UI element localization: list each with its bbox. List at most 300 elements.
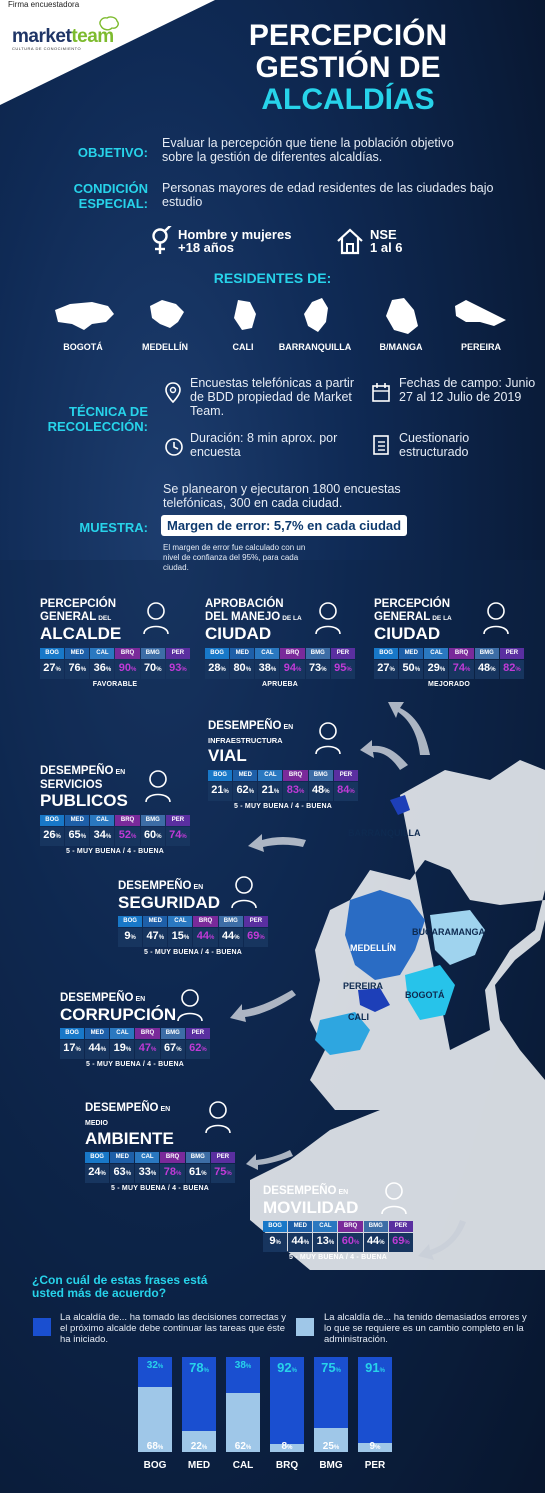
value-number: 82: [503, 662, 516, 674]
value-number: 48: [477, 662, 491, 674]
value-percent: %: [328, 1240, 335, 1246]
table-value: [110, 1040, 134, 1059]
value-number: 44: [196, 930, 210, 942]
value-number: 38: [258, 662, 271, 674]
margin-note: El margen de error fue calculado con un nivel de confianza del 95%, para cada ciudad.: [163, 543, 306, 572]
block-note: 5 - MUY BUENA / 4 - BUENA: [66, 848, 164, 855]
block-title-big: VIAL: [208, 746, 247, 765]
margin-badge: Margen de error: 5,7% en cada ciudad: [161, 515, 407, 536]
value-number: 19: [113, 1042, 126, 1054]
brain-icon: [98, 16, 120, 32]
block-note: MEJORADO: [427, 681, 471, 688]
block-title-small: EN: [193, 884, 204, 891]
value-number: 52: [118, 829, 132, 841]
table-value: [500, 660, 524, 679]
table-value: [309, 782, 333, 801]
value-number: 48: [311, 784, 325, 796]
table-value: [219, 928, 243, 947]
block-title: [40, 598, 121, 642]
route-icon: [376, 1178, 412, 1216]
block-title-line1: [40, 765, 128, 779]
block-table: [208, 770, 358, 801]
table-header-brq: BRQ: [135, 1028, 159, 1039]
table-header-brq: BRQ: [280, 648, 304, 659]
table-value: [205, 660, 229, 679]
value-number: 28: [208, 662, 221, 674]
table-header-cal: CAL: [90, 815, 114, 826]
technique-label-line2: RECOLECCIÓN:: [47, 419, 148, 434]
bar-value-a: 92: [277, 1360, 292, 1375]
block-title-small: DE LA: [282, 615, 302, 622]
block-title-line1: [205, 598, 302, 611]
table-value: [60, 1040, 84, 1059]
table-value: [193, 928, 217, 947]
value-percent: %: [105, 834, 112, 840]
table-value: [334, 782, 358, 801]
leaf-hands-icon: [200, 1097, 236, 1135]
bar-percent-b: %: [201, 1445, 208, 1451]
value-percent: %: [80, 667, 87, 673]
value-percent: %: [270, 667, 277, 673]
block-corrupcion: [60, 992, 207, 1068]
block-table: [85, 1152, 235, 1183]
table-value: [211, 1164, 235, 1183]
table-header-bog: BOG: [40, 815, 64, 826]
table-value: [186, 1164, 210, 1183]
bar-segment-a: [226, 1357, 260, 1393]
block-title-sub: INFRAESTRUCTURA: [208, 736, 283, 745]
table-header-bmg: BMG: [364, 1221, 388, 1232]
table-header-bmg: BMG: [306, 648, 330, 659]
block-table: [118, 916, 268, 947]
block-title-line2: [40, 611, 121, 625]
value-number: 95: [334, 662, 347, 674]
table-header-brq: BRQ: [193, 916, 217, 927]
value-number: 61: [188, 1166, 202, 1178]
calendar-icon: [371, 382, 391, 404]
value-percent: %: [201, 1171, 207, 1177]
table-value: [141, 660, 165, 679]
bar-value-a: 38: [234, 1360, 246, 1371]
city-medellin: MEDELLÍN: [142, 342, 188, 352]
block-title-big: PUBLICOS: [40, 791, 128, 810]
block-note: 5 - MUY BUENA / 4 - BUENA: [144, 949, 242, 956]
value-number: 75: [214, 1166, 227, 1178]
bar-segment-b: [358, 1443, 392, 1452]
value-number: 44: [88, 1042, 101, 1054]
block-title-line1: [40, 598, 121, 611]
value-percent: %: [226, 1171, 232, 1177]
value-percent: %: [80, 834, 87, 840]
block-title-sub: GENERAL: [40, 611, 97, 623]
bar-category-label: BRQ: [275, 1460, 299, 1471]
table-value: [338, 1233, 362, 1252]
value-number: 65: [68, 829, 81, 841]
value-percent: %: [209, 935, 215, 941]
value-number: 27: [43, 662, 56, 674]
table-header-med: MED: [65, 815, 89, 826]
bar-value-b: 68: [146, 1441, 158, 1452]
table-header-bog: BOG: [85, 1152, 109, 1163]
bar-percent-a: %: [291, 1368, 297, 1374]
value-percent: %: [131, 667, 137, 673]
block-note: 5 - MUY BUENA / 4 - BUENA: [86, 1061, 184, 1068]
block-title: [208, 720, 293, 764]
table-header-per: PER: [331, 648, 355, 659]
bar-segment-a: [182, 1357, 216, 1431]
table-value: [389, 1233, 413, 1252]
bar-value-b: 8: [281, 1441, 288, 1452]
table-value: [244, 928, 268, 947]
block-title-line1: [263, 1185, 358, 1199]
block-title-line2: [374, 611, 452, 625]
value-percent: %: [324, 789, 330, 795]
value-percent: %: [346, 667, 352, 673]
table-header-med: MED: [65, 648, 89, 659]
bar-category-label: BMG: [319, 1460, 343, 1471]
bar-value-b: 25: [322, 1441, 334, 1452]
bar-value-b-wrap: [147, 1441, 163, 1452]
block-vial: [208, 720, 355, 810]
siren-icon: [226, 872, 262, 910]
block-title-big: AMBIENTE: [85, 1129, 174, 1148]
table-value: [258, 782, 282, 801]
bar-value-a: 91: [365, 1360, 380, 1375]
table-value: [65, 660, 89, 679]
value-percent: %: [404, 1240, 410, 1246]
block-title-line2: [85, 1116, 174, 1130]
value-number: 73: [308, 662, 322, 674]
firm-label: Firma encuestadora: [8, 0, 80, 9]
table-header-bog: BOG: [60, 1028, 84, 1039]
table-value: [115, 827, 139, 846]
value-number: 83: [286, 784, 300, 796]
bar-value-a: 32: [146, 1360, 158, 1371]
sample-label: MUESTRA:: [79, 520, 148, 535]
gender-icon: [150, 226, 174, 256]
barranquilla-shape: [304, 298, 328, 332]
gender-line1: Hombre y mujeres: [178, 227, 292, 242]
table-value: [186, 1040, 210, 1059]
technique-item-3: Duración: 8 min aprox. por encuesta: [190, 431, 338, 459]
map-label-medellin: MEDELLÍN: [350, 943, 396, 953]
bar-segment-b: [270, 1441, 304, 1452]
block-table: [40, 815, 190, 846]
table-header-per: PER: [334, 770, 358, 781]
value-percent: %: [105, 667, 112, 673]
table-value: [280, 660, 304, 679]
block-note: APRUEBA: [261, 681, 298, 688]
bar-percent-a: %: [157, 1364, 164, 1370]
value-percent: %: [125, 1047, 132, 1053]
block-title-main: DESEMPEÑO: [60, 992, 134, 1004]
table-header-brq: BRQ: [160, 1152, 184, 1163]
bar-category-label: BOG: [143, 1460, 167, 1471]
bar-percent-b: %: [375, 1445, 381, 1451]
table-value: [65, 827, 89, 846]
block-title-small: EN: [135, 996, 146, 1003]
bar-value-a: 75: [321, 1360, 336, 1375]
table-header-cal: CAL: [255, 648, 279, 659]
buildings-icon: [478, 598, 514, 636]
legend-text-b: La alcaldía de... ha tenido demasiados errores y lo que se requiere es un cambio completo en la administración.: [324, 1312, 527, 1345]
value-percent: %: [379, 1240, 385, 1246]
logo-subtitle: CULTURA DE CONOCIMIENTO: [12, 46, 82, 51]
value-percent: %: [414, 667, 421, 673]
block-note: 5 - MUY BUENA / 4 - BUENA: [234, 803, 332, 810]
value-percent: %: [125, 1171, 132, 1177]
bar-column: [138, 1357, 172, 1452]
value-percent: %: [259, 935, 265, 941]
table-value: [115, 660, 139, 679]
table-value: [449, 660, 473, 679]
block-title-line3: [205, 625, 302, 642]
question-text: [32, 1274, 292, 1300]
table-value: [288, 1233, 312, 1252]
bar-percent-b: %: [333, 1445, 340, 1451]
city-bogota: BOGOTÁ: [63, 342, 103, 352]
clock-icon: [163, 435, 185, 457]
value-number: 47: [138, 1042, 152, 1054]
value-percent: %: [439, 667, 446, 673]
table-value: [40, 827, 64, 846]
bar-percent-b: %: [157, 1445, 164, 1451]
value-percent: %: [100, 1171, 106, 1177]
table-header-cal: CAL: [258, 770, 282, 781]
block-title-sub: SERVICIOS: [40, 779, 103, 791]
table-value: [141, 827, 165, 846]
bar-value-b-wrap: [370, 1441, 381, 1452]
value-number: 24: [88, 1166, 101, 1178]
block-title-line2: [205, 611, 302, 625]
city-barranquilla: BARRANQUILLA: [278, 342, 352, 352]
value-number: 80: [233, 662, 246, 674]
table-header-bog: BOG: [40, 648, 64, 659]
value-percent: %: [181, 667, 187, 673]
table-header-cal: CAL: [424, 648, 448, 659]
value-percent: %: [100, 1047, 107, 1053]
bar-segment-b: [138, 1387, 172, 1452]
home-icon: [335, 227, 365, 255]
table-header-bmg: BMG: [141, 648, 165, 659]
value-number: 26: [43, 829, 56, 841]
block-title-line1: [60, 992, 176, 1006]
value-number: 13: [316, 1235, 329, 1247]
table-value: [364, 1233, 388, 1252]
value-number: 9: [124, 930, 131, 942]
block-title-line3: [40, 792, 128, 809]
table-value: [110, 1164, 134, 1183]
value-percent: %: [55, 667, 61, 673]
city-bmanga: B/MANGA: [379, 342, 423, 352]
bar-percent-a: %: [245, 1364, 252, 1370]
block-title-line3: [263, 1199, 358, 1216]
value-percent: %: [490, 667, 496, 673]
table-header-brq: BRQ: [449, 648, 473, 659]
block-ambiente: [85, 1102, 232, 1192]
table-header-per: PER: [186, 1028, 210, 1039]
table-header-med: MED: [288, 1221, 312, 1232]
medellin-shape: [150, 300, 184, 328]
block-title-big: SEGURIDAD: [118, 893, 221, 912]
bar-segment-a: [138, 1357, 172, 1387]
logo-team: team: [71, 26, 114, 47]
value-number: 60: [341, 1235, 355, 1247]
objective-text: Evaluar la percepción que tiene la población objetivo sobre la gestión de diferentes alcaldías.: [162, 136, 454, 164]
table-value: [135, 1164, 159, 1183]
bar-column: [270, 1357, 304, 1452]
value-percent: %: [183, 935, 190, 941]
special-label-line1: CONDICIÓN: [73, 181, 148, 196]
table-header-brq: BRQ: [338, 1221, 362, 1232]
block-title: [60, 992, 176, 1023]
arrow-4: [230, 990, 296, 1022]
block-table: [205, 648, 355, 679]
table-value: [233, 782, 257, 801]
sample-text: Se planearon y ejecutaron 1800 encuestas telefónicas, 300 en cada ciudad.: [163, 482, 401, 510]
value-number: 29: [427, 662, 440, 674]
table-header-bmg: BMG: [219, 916, 243, 927]
table-header-med: MED: [110, 1152, 134, 1163]
value-percent: %: [150, 1171, 157, 1177]
table-value: [208, 782, 232, 801]
value-percent: %: [131, 834, 137, 840]
value-number: 44: [366, 1235, 380, 1247]
value-number: 74: [169, 829, 182, 841]
arrow-6: [418, 1220, 466, 1260]
market-team-logo: [12, 26, 114, 48]
table-header-brq: BRQ: [115, 815, 139, 826]
checklist-icon: [371, 434, 391, 456]
block-movilidad: [263, 1185, 410, 1261]
city-pereira: PEREIRA: [460, 342, 501, 352]
city-cali: CALI: [232, 342, 254, 352]
block-note: FAVORABLE: [92, 681, 138, 688]
block-title-main: DESEMPEÑO: [118, 880, 192, 892]
technique-item-4: Cuestionario estructurado: [399, 431, 470, 459]
bar-value-b-wrap: [323, 1441, 339, 1452]
table-value: [283, 782, 307, 801]
value-percent: %: [275, 1240, 281, 1246]
bar-percent-b: %: [245, 1445, 252, 1451]
table-header-bog: BOG: [118, 916, 142, 927]
value-percent: %: [156, 834, 162, 840]
value-number: 84: [337, 784, 350, 796]
block-title: [40, 765, 128, 809]
bar-percent-a: %: [379, 1368, 385, 1374]
table-header-per: PER: [211, 1152, 235, 1163]
value-number: 93: [169, 662, 182, 674]
block-title-main: APROBACIÓN: [205, 598, 284, 610]
block-table: [40, 648, 190, 679]
table-value: [399, 660, 423, 679]
block-title-sub: DEL MANEJO: [205, 611, 281, 623]
block-table: [60, 1028, 210, 1059]
value-number: 44: [291, 1235, 304, 1247]
value-number: 33: [138, 1166, 151, 1178]
block-title-big: CIUDAD: [205, 624, 272, 643]
block-title: [85, 1102, 174, 1147]
nse-text: [370, 228, 403, 254]
value-percent: %: [156, 667, 162, 673]
logo-market: market: [12, 26, 72, 47]
technique-label: [20, 404, 148, 434]
value-percent: %: [321, 667, 327, 673]
value-number: 78: [163, 1166, 177, 1178]
block-title-main: DESEMPEÑO: [208, 720, 282, 732]
block-title-line1: [374, 598, 452, 611]
table-value: [331, 660, 355, 679]
table-value: [160, 1164, 184, 1183]
arrow-2: [360, 740, 408, 770]
table-value: [263, 1233, 287, 1252]
value-percent: %: [181, 834, 187, 840]
objective-label: OBJETIVO:: [77, 145, 148, 160]
block-manejo: [205, 598, 352, 688]
table-header-bog: BOG: [263, 1221, 287, 1232]
technique-item-2: Fechas de campo: Junio 27 al 12 Julio de 2019: [399, 376, 536, 404]
value-percent: %: [220, 667, 226, 673]
table-value: [166, 827, 190, 846]
map-label-bucaramanga: BUCARAMANGA: [412, 927, 485, 937]
table-header-per: PER: [166, 815, 190, 826]
value-percent: %: [234, 935, 240, 941]
mayor-icon: [138, 598, 174, 636]
bar-percent-a: %: [335, 1368, 341, 1374]
block-title-line3: [60, 1006, 176, 1023]
table-value: [255, 660, 279, 679]
block-title-line1: [85, 1102, 174, 1116]
bar-value-b-wrap: [282, 1441, 293, 1452]
table-header-brq: BRQ: [283, 770, 307, 781]
block-title-small: MEDIO: [85, 1120, 108, 1127]
block-title: [118, 880, 220, 911]
arrow-3: [248, 834, 306, 852]
special-label: [40, 181, 148, 211]
table-value: [90, 827, 114, 846]
map-label-pereira: PEREIRA: [343, 981, 384, 991]
value-number: 60: [143, 829, 157, 841]
bar-segment-b: [182, 1431, 216, 1452]
block-title-big: ALCALDE: [40, 624, 122, 643]
value-number: 62: [236, 784, 249, 796]
value-percent: %: [176, 1047, 182, 1053]
map-label-cali: CALI: [348, 1012, 369, 1022]
value-number: 70: [143, 662, 157, 674]
taxi-icon: [140, 766, 176, 804]
value-percent: %: [245, 667, 252, 673]
block-title-small: EN: [283, 724, 294, 731]
table-header-bog: BOG: [205, 648, 229, 659]
value-percent: %: [515, 667, 521, 673]
value-number: 63: [113, 1166, 126, 1178]
value-number: 47: [146, 930, 159, 942]
bar-segment-a: [358, 1357, 392, 1443]
bar-segment-a: [270, 1357, 304, 1444]
nse-line2: 1 al 6: [370, 240, 403, 255]
value-percent: %: [130, 935, 136, 941]
block-note: 5 - MUY BUENA / 4 - BUENA: [111, 1185, 209, 1192]
value-number: 27: [377, 662, 390, 674]
block-title: [205, 598, 302, 642]
residents-title: RESIDENTES DE:: [213, 270, 332, 286]
table-header-med: MED: [233, 770, 257, 781]
value-number: 9: [269, 1235, 276, 1247]
value-number: 67: [163, 1042, 177, 1054]
value-number: 17: [63, 1042, 76, 1054]
value-percent: %: [303, 1240, 310, 1246]
table-header-bmg: BMG: [309, 770, 333, 781]
